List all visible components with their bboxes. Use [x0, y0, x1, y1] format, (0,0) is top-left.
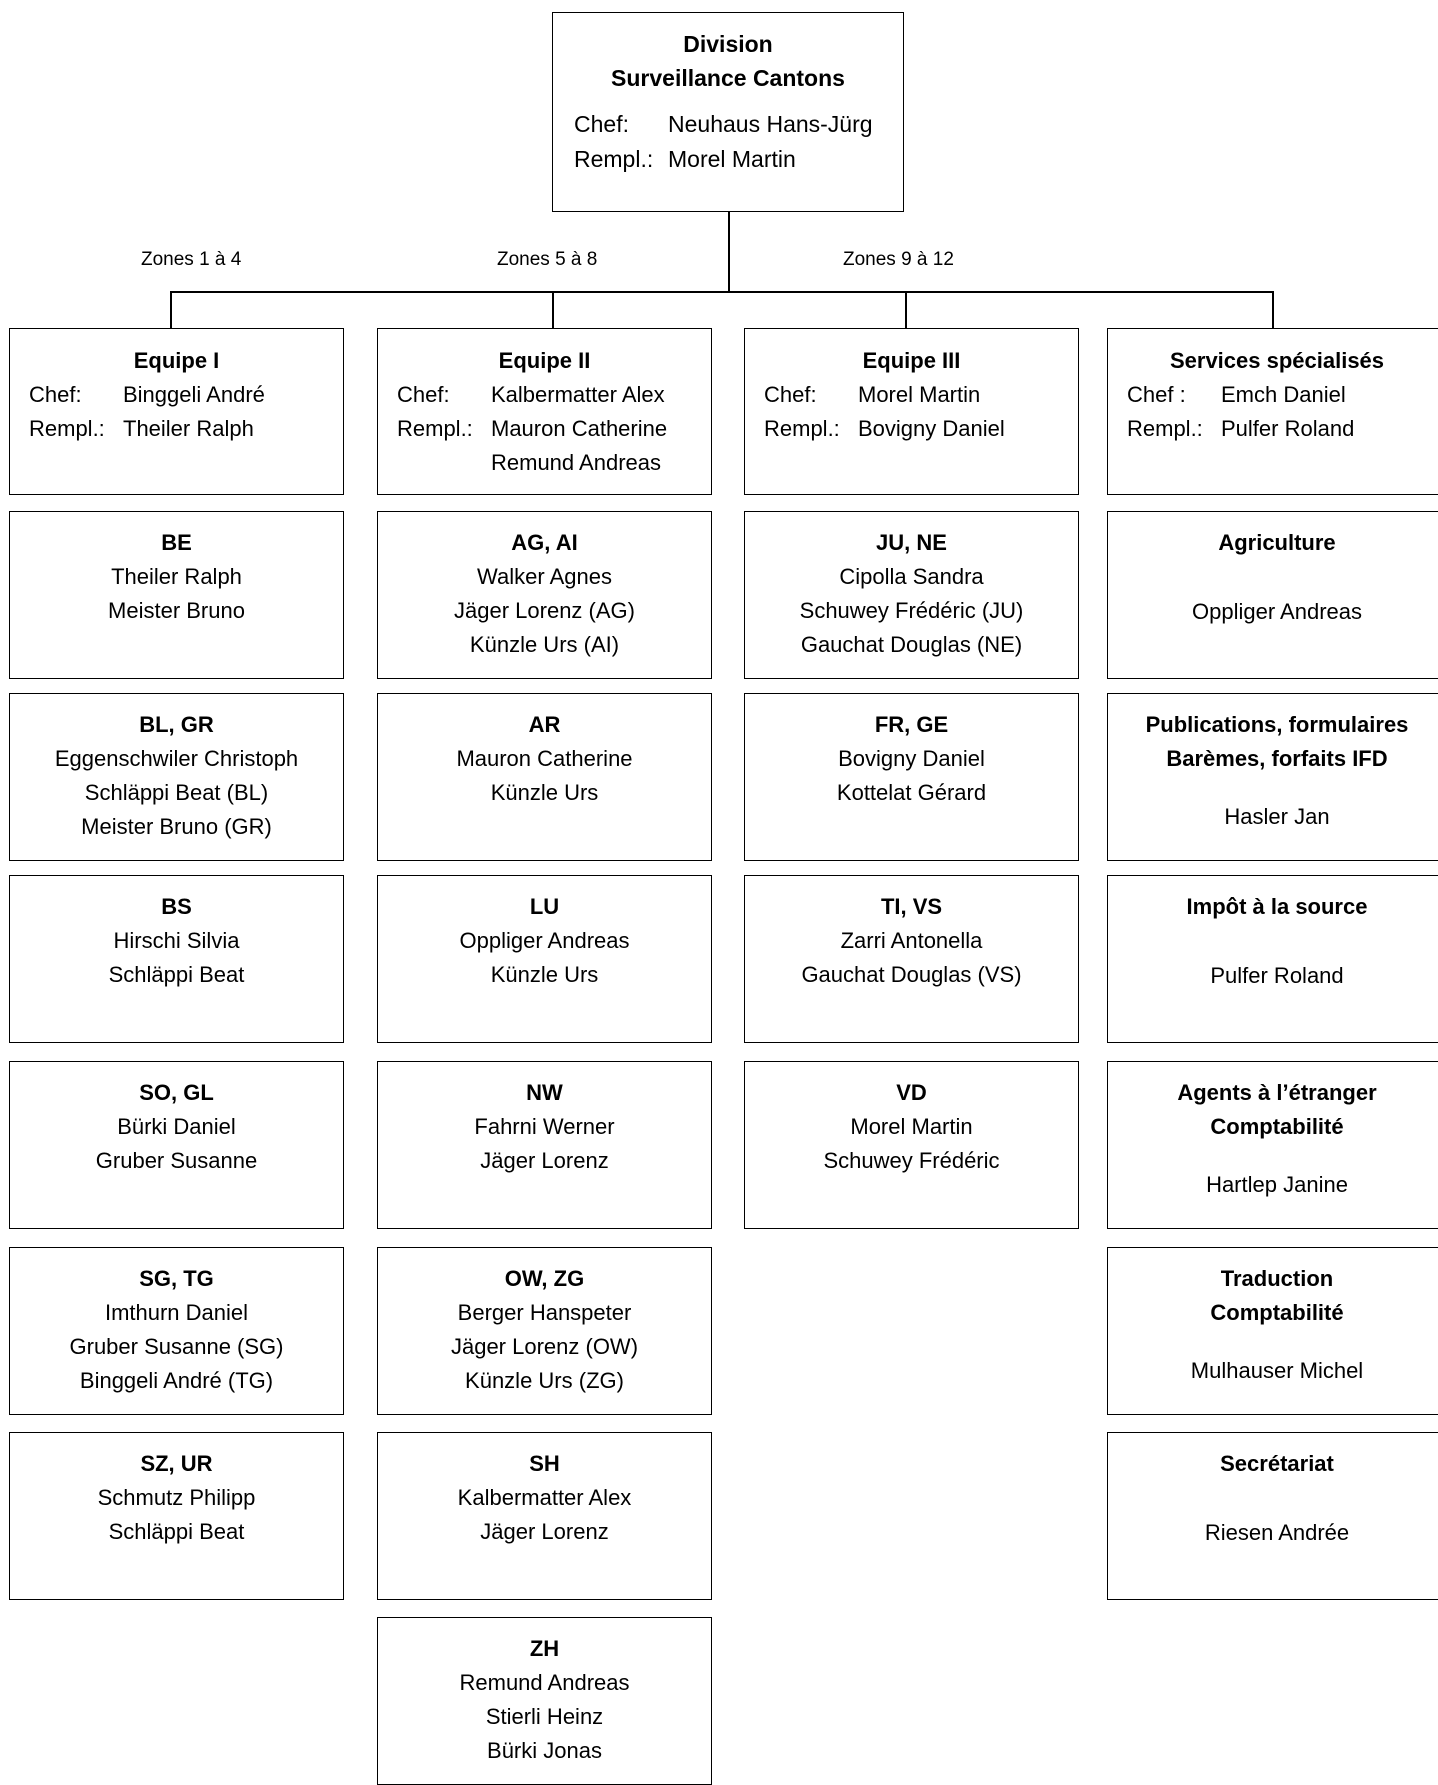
team-rempl-name: Bovigny Daniel [858, 416, 1005, 441]
assignment-people [1108, 959, 1438, 993]
division-title-line2: Surveillance Cantons [611, 65, 845, 91]
assignment-people [378, 560, 711, 662]
assignment-title: JU, NE [876, 530, 947, 555]
team-rempl-label: Rempl.: [764, 416, 840, 441]
assignment-people [378, 924, 711, 992]
person-name: Gruber Susanne [95, 1148, 258, 1173]
assignment-people [745, 924, 1078, 992]
assignment-box [377, 1617, 712, 1785]
zone-label-2: Zones 5 à 8 [497, 249, 598, 270]
assignment-title: FR, GE [874, 712, 949, 737]
team-chef-label: Chef: [397, 382, 450, 407]
assignment-people [378, 1110, 711, 1178]
connector-vertical-main [728, 212, 730, 292]
person-name: Schuwey Frédéric [823, 1148, 1000, 1173]
assignment-title: BL, GR [139, 712, 214, 737]
person-name: Cipolla Sandra [839, 564, 984, 589]
team-rows [1108, 378, 1438, 446]
assignment-title: AR [528, 712, 561, 737]
division-rempl-label: Rempl.: [574, 146, 654, 172]
assignment-people [745, 742, 1078, 810]
connector-drop-3 [905, 291, 907, 328]
assignment-title: AG, AI [511, 530, 578, 555]
person-name: Imthurn Daniel [104, 1300, 249, 1325]
assignment-box [377, 1247, 712, 1415]
person-name: Riesen Andrée [1204, 1520, 1350, 1545]
person-name: Oppliger Andreas [1192, 599, 1362, 624]
team-rempl-name: Mauron Catherine [491, 416, 668, 441]
person-name: Eggenschwiler Christoph [54, 746, 299, 771]
assignment-box [744, 693, 1079, 861]
person-name: Hirschi Silvia [113, 928, 240, 953]
team-rempl-row [1127, 412, 1438, 446]
person-name: Jäger Lorenz (AG) [454, 598, 635, 623]
team-title: Equipe II [498, 348, 591, 373]
team-rempl-label [397, 446, 491, 480]
assignment-people [10, 742, 343, 844]
assignment-box [744, 511, 1079, 679]
person-name: Bürki Jonas [487, 1738, 602, 1763]
assignment-title: Comptabilité [1210, 1114, 1344, 1139]
assignment-box [1107, 693, 1438, 861]
team-rempl-name: Remund Andreas [491, 450, 661, 475]
person-name: Gruber Susanne (SG) [69, 1334, 284, 1359]
assignment-box [9, 511, 344, 679]
person-name: Theiler Ralph [111, 564, 242, 589]
person-name: Kottelat Gérard [836, 780, 987, 805]
person-name: Mauron Catherine [456, 746, 633, 771]
team-chef-name: Kalbermatter Alex [491, 382, 665, 407]
person-name: Jäger Lorenz [480, 1148, 609, 1173]
person-name: Berger Hanspeter [457, 1300, 632, 1325]
team-chef-label: Chef: [29, 382, 82, 407]
person-name: Künzle Urs [490, 962, 599, 987]
team-box-4 [1107, 328, 1438, 495]
assignment-box [1107, 511, 1438, 679]
assignment-box [1107, 1432, 1438, 1600]
person-name: Jäger Lorenz [480, 1519, 609, 1544]
team-rempl-row [397, 412, 711, 446]
person-name: Morel Martin [850, 1114, 973, 1139]
person-name: Fahrni Werner [474, 1114, 615, 1139]
assignment-box [1107, 1061, 1438, 1229]
assignment-box [377, 1432, 712, 1600]
assignment-people [1108, 800, 1438, 834]
person-name: Künzle Urs [490, 780, 599, 805]
team-box-2 [377, 328, 712, 495]
person-name: Zarri Antonella [840, 928, 983, 953]
assignment-box [744, 875, 1079, 1043]
team-chef-label: Chef: [764, 382, 817, 407]
division-chef-row [574, 107, 903, 142]
team-rempl-label: Rempl.: [1127, 416, 1203, 441]
team-box-3 [744, 328, 1079, 495]
division-title-line1: Division [683, 31, 773, 57]
person-name: Schuwey Frédéric (JU) [799, 598, 1024, 623]
assignment-title: BS [161, 894, 192, 919]
person-name: Stierli Heinz [485, 1704, 604, 1729]
assignment-box [377, 693, 712, 861]
assignment-title: BE [161, 530, 192, 555]
person-name: Kalbermatter Alex [457, 1485, 632, 1510]
person-name: Schläppi Beat [108, 1519, 245, 1544]
person-name: Binggeli André (TG) [79, 1368, 274, 1393]
assignment-box [9, 1432, 344, 1600]
person-name: Künzle Urs (AI) [469, 632, 620, 657]
assignment-title: Barèmes, forfaits IFD [1166, 746, 1388, 771]
person-name: Oppliger Andreas [459, 928, 630, 953]
assignment-box [377, 511, 712, 679]
team-rempl-name: Pulfer Roland [1221, 416, 1355, 441]
team-rempl-label: Rempl.: [397, 416, 473, 441]
person-name: Pulfer Roland [1210, 963, 1344, 988]
team-rempl-row [764, 412, 1078, 446]
assignment-box [9, 1061, 344, 1229]
team-title: Services spécialisés [1169, 348, 1385, 373]
team-rempl-label: Rempl.: [29, 416, 105, 441]
assignment-title: VD [896, 1080, 927, 1105]
person-name: Walker Agnes [477, 564, 612, 589]
assignment-title: Impôt à la source [1186, 894, 1368, 919]
team-chef-row [397, 378, 711, 412]
assignment-people [745, 1110, 1078, 1178]
assignment-title: SO, GL [139, 1080, 214, 1105]
division-chef-name: Neuhaus Hans-Jürg [668, 111, 873, 137]
assignment-box [9, 1247, 344, 1415]
assignment-people [1108, 1168, 1438, 1202]
assignment-title: Secrétariat [1220, 1451, 1334, 1476]
assignment-title: SG, TG [139, 1266, 214, 1291]
assignment-people [745, 560, 1078, 662]
division-rempl-row [574, 142, 903, 177]
team-box-1 [9, 328, 344, 495]
person-name: Meister Bruno (GR) [81, 814, 272, 839]
assignment-box [1107, 1247, 1438, 1415]
assignment-people [10, 1110, 343, 1178]
team-chef-row [764, 378, 1078, 412]
zone-label-1: Zones 1 à 4 [141, 249, 242, 270]
person-name: Remund Andreas [459, 1670, 630, 1695]
team-rempl-name: Theiler Ralph [123, 416, 254, 441]
connector-drop-2 [552, 291, 554, 328]
assignment-title: LU [529, 894, 560, 919]
assignment-people [10, 924, 343, 992]
connector-drop-4 [1272, 291, 1274, 328]
assignment-people [378, 1666, 711, 1768]
person-name: Meister Bruno [108, 598, 245, 623]
assignment-people [1108, 1516, 1438, 1550]
assignment-box [9, 693, 344, 861]
assignment-title: NW [526, 1080, 563, 1105]
assignment-people [10, 560, 343, 628]
team-rows [378, 378, 711, 480]
person-name: Hasler Jan [1224, 804, 1330, 829]
person-name: Schläppi Beat (BL) [84, 780, 269, 805]
assignment-title: SZ, UR [140, 1451, 213, 1476]
person-name: Künzle Urs (ZG) [465, 1368, 624, 1393]
assignment-title: Agents à l’étranger [1177, 1080, 1377, 1105]
assignment-people [378, 742, 711, 810]
assignment-people [10, 1481, 343, 1549]
assignment-box [744, 1061, 1079, 1229]
person-name: Schläppi Beat [108, 962, 245, 987]
person-name: Gauchat Douglas (VS) [801, 962, 1022, 987]
assignment-people [1108, 595, 1438, 629]
connector-drop-1 [170, 291, 172, 328]
team-rempl-row [397, 446, 711, 480]
person-name: Gauchat Douglas (NE) [800, 632, 1023, 657]
team-rempl-row [29, 412, 343, 446]
assignment-title: Comptabilité [1210, 1300, 1344, 1325]
assignment-title: Agriculture [1218, 530, 1336, 555]
assignment-title: TI, VS [880, 894, 943, 919]
team-chef-name: Emch Daniel [1221, 382, 1346, 407]
team-title: Equipe I [133, 348, 220, 373]
person-name: Bürki Daniel [117, 1114, 236, 1139]
person-name: Bovigny Daniel [838, 746, 985, 771]
assignment-box [9, 875, 344, 1043]
assignment-title: SH [529, 1451, 560, 1476]
assignment-title: ZH [529, 1636, 560, 1661]
zone-label-3: Zones 9 à 12 [843, 249, 954, 270]
assignment-box [1107, 875, 1438, 1043]
assignment-people [1108, 1354, 1438, 1388]
team-chef-row [1127, 378, 1438, 412]
assignment-title: Traduction [1220, 1266, 1334, 1291]
assignment-box [377, 875, 712, 1043]
division-chef-label: Chef: [574, 111, 629, 137]
connector-horizontal [170, 291, 1273, 293]
assignment-title: Publications, formulaires [1145, 712, 1409, 737]
person-name: Schmutz Philipp [97, 1485, 256, 1510]
team-title: Equipe III [862, 348, 961, 373]
division-box [552, 12, 904, 212]
assignment-people [378, 1481, 711, 1549]
assignment-box [377, 1061, 712, 1229]
team-chef-name: Binggeli André [123, 382, 265, 407]
person-name: Hartlep Janine [1206, 1172, 1348, 1197]
assignment-title: OW, ZG [504, 1266, 585, 1291]
division-rempl-name: Morel Martin [668, 146, 796, 172]
assignment-people [378, 1296, 711, 1398]
team-chef-name: Morel Martin [858, 382, 981, 407]
assignment-people [10, 1296, 343, 1398]
person-name: Mulhauser Michel [1190, 1358, 1364, 1383]
team-chef-label: Chef : [1127, 382, 1186, 407]
team-chef-row [29, 378, 343, 412]
person-name: Jäger Lorenz (OW) [450, 1334, 639, 1359]
team-rows [745, 378, 1078, 446]
team-rows [10, 378, 343, 446]
